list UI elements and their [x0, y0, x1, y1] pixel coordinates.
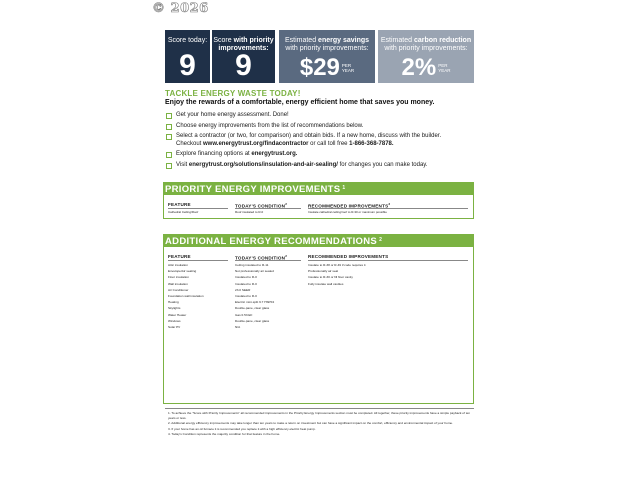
list-item: Floor insulation — [168, 275, 189, 280]
list-item: Envelope/Air sealing — [168, 269, 197, 274]
checkbox-icon[interactable] — [166, 163, 172, 169]
checklist-item: Visit energytrust.org/solutions/insulation-and-air-sealing/ for changes you can make today. — [165, 162, 475, 170]
list-item: Solar PV — [168, 325, 181, 330]
score-priority-card — [212, 30, 275, 83]
list-item: Wall insulation — [168, 281, 188, 286]
subheadline: Enjoy the rewards of a comfortable, energy efficient home that saves you money. — [165, 99, 435, 106]
list-item: Skylights — [168, 306, 181, 311]
divider — [308, 260, 468, 261]
list-item: Double-pane, clear glass — [235, 318, 270, 323]
energy-savings-card — [279, 30, 375, 83]
checkbox-icon[interactable] — [166, 134, 172, 140]
list-item: Foundation wall insulation — [168, 294, 204, 299]
list-item: Insulated to R-0 — [235, 275, 257, 280]
list-item: Not professionally air sealed — [235, 269, 274, 274]
carbon-reduction-label: Estimated carbon reduction with priority improvements: — [380, 37, 472, 52]
priority-section-header: PRIORITY ENERGY IMPROVEMENTS $^1$ — [163, 182, 474, 195]
copyright-watermark: © 2026 — [152, 1, 209, 16]
checklist-item: Explore financing options at energytrust.org. — [165, 151, 475, 159]
additional-section-header: ADDITIONAL ENERGY RECOMMENDATIONS $^2$ — [163, 234, 474, 247]
additional-recommendation-list — [308, 262, 365, 287]
list-item: Gas 0.53 EF — [235, 312, 253, 317]
priority-row-feature: Cathedral Ceiling/Roof — [168, 210, 199, 214]
list-item: Electric mini-split 9.7 HSPF2 — [235, 300, 275, 305]
divider — [235, 208, 301, 209]
insulation-link[interactable]: energytrust.org/solutions/insulation-and-air-sealing/ — [188, 161, 338, 168]
checkbox-icon[interactable] — [166, 113, 172, 119]
checklist-item: Choose energy improvements from the list of recommendations below. — [165, 123, 475, 131]
score-today-value: 9 — [179, 49, 196, 82]
list-item: Attic insulation — [168, 263, 188, 267]
list-item: 23.0 SEER — [235, 287, 251, 292]
headline: TACKLE ENERGY WASTE TODAY! — [165, 89, 301, 98]
list-item: Fully insulate wall cavities — [308, 281, 344, 286]
additional-condition-list — [235, 262, 274, 330]
checkbox-icon[interactable] — [166, 152, 172, 158]
list-item: Professionally air seal — [308, 269, 339, 274]
priority-col-today: TODAY'S CONDITION$^2$ — [235, 202, 288, 209]
additional-col-feature: FEATURE — [168, 254, 191, 259]
additional-col-recommended: RECOMMENDED IMPROVEMENTS — [308, 254, 389, 259]
footnotes — [168, 411, 474, 437]
carbon-reduction-value: 2% PER YEAR — [401, 54, 451, 81]
checkbox-icon[interactable] — [166, 124, 172, 130]
list-item: Insulate to R-30 or fill floor cavity — [308, 275, 353, 280]
footnote: 1. To achieve the "Score with Priority Improvements" all recommended improvements in the Priority Energy Improvements section must be completed. All together, these priority improvements have a simple payback of ten years or less. — [168, 411, 471, 421]
action-checklist — [165, 112, 475, 173]
footnote-divider — [165, 408, 474, 409]
score-priority-value: 9 — [235, 49, 252, 82]
checklist-item: Select a contractor (or two, for comparison) and obtain bids. If a new home, discuss with the builder. Checkout www.energytrust.org/findacontractor or call toll free 1-866-368-7878. — [165, 133, 475, 148]
list-item: Ceiling insulated to R-11 — [235, 263, 269, 267]
priority-col-recommended: RECOMMENDED IMPROVEMENTS$^3$ — [308, 202, 391, 209]
divider — [308, 208, 468, 209]
list-item: Double-pane, clear glass — [235, 306, 270, 311]
priority-row-today: Roof insulated to R-0 — [235, 210, 264, 214]
footnote: 2. Additional energy efficiency improvements may take longer than ten years to make a return on investment but can have a significant impact on the comfort, efficiency and environmental impact of your home. — [168, 421, 454, 426]
priority-col-feature: FEATURE — [168, 202, 191, 207]
checklist-item: Get your home energy assessment. Done! — [165, 112, 475, 120]
priority-section-title: PRIORITY ENERGY IMPROVEMENTS — [165, 184, 341, 195]
list-item: N/A — [235, 325, 241, 330]
list-item: Heating — [168, 300, 179, 305]
divider — [235, 260, 301, 261]
energy-savings-label: Estimated energy savings with priority improvements: — [284, 37, 370, 52]
footnote: 4. Today's Condition represents the majority condition for that feature in the home. — [168, 431, 281, 436]
divider — [168, 208, 228, 209]
phone-number: 1-866-368-7878. — [349, 140, 394, 147]
score-priority-label: Score with priority improvements: — [213, 37, 274, 52]
list-item: Insulated to R-0 — [235, 281, 257, 286]
additional-section-title: ADDITIONAL ENERGY RECOMMENDATIONS — [165, 236, 378, 247]
list-item: Windows — [168, 318, 181, 323]
score-today-card — [165, 30, 210, 83]
carbon-reduction-card — [378, 30, 474, 83]
energy-savings-value: $29 PER YEAR — [299, 54, 355, 81]
list-item: Insulated to R-0 — [235, 294, 257, 299]
list-item: Water Heater — [168, 312, 187, 317]
financing-link[interactable]: energytrust.org. — [251, 151, 298, 158]
contractor-link[interactable]: www.energytrust.org/findacontractor — [203, 140, 309, 147]
priority-row-recommended: Insulate cathedral ceiling/roof to R-30 or maximum possible — [308, 210, 387, 214]
divider — [168, 260, 228, 261]
additional-col-today: TODAY'S CONDITION$^2$ — [235, 254, 288, 261]
score-today-label: Score today: — [167, 37, 208, 44]
list-item: Insulate to R-38 or R-49 if code requires it — [308, 263, 366, 267]
list-item: Air Conditioner — [168, 287, 189, 292]
additional-feature-list — [168, 262, 204, 330]
footnote: 3. If your home has an oil furnace it is recommended you replace it with a high efficiency electric heat pump. — [168, 426, 316, 431]
